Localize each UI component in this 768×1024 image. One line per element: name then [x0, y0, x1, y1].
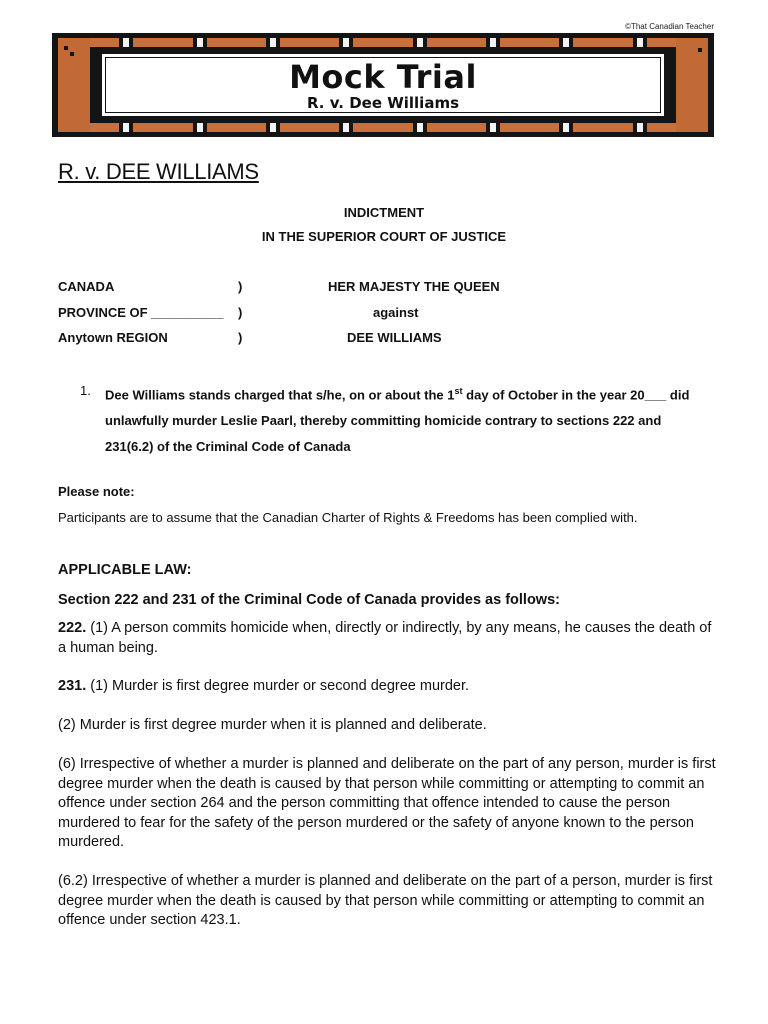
case-title: R. v. DEE WILLIAMS: [58, 159, 259, 184]
pillar-right: [676, 38, 708, 132]
header-banner: [52, 33, 714, 137]
pillar-left: [58, 38, 90, 132]
caption-paren: ): [238, 279, 243, 294]
law-subheading: Section 222 and 231 of the Criminal Code of Canada provides as follows:: [58, 592, 560, 608]
copyright-notice: ©That Canadian Teacher: [625, 22, 714, 31]
title-plaque: [100, 52, 666, 118]
caption-row: [58, 305, 718, 325]
caption-right: DEE WILLIAMS: [347, 330, 442, 345]
section-231-6: (6) Irrespective of whether a murder is planned and deliberate on the part of any person, murder is first degree murder when the death is caused by that person while committing or attempting to commit an offence under section 264 and the person committing that offence intended to cause the person murdered to fear for the safety of the person murdered or the safety of anyone known to the person murdered.: [58, 756, 716, 850]
banner-subtitle: R. v. Dee Williams: [306, 94, 460, 112]
caption-right: against: [373, 305, 419, 320]
caption-left: Anytown REGION: [58, 330, 168, 345]
banner-title: Mock Trial: [289, 58, 477, 96]
caption-paren: ): [238, 330, 243, 345]
caption-left: PROVINCE OF __________: [58, 305, 224, 320]
note-heading: Please note:: [58, 484, 135, 499]
section-number: 222.: [58, 620, 87, 636]
law-heading: APPLICABLE LAW:: [58, 562, 192, 578]
section-231-2: (2) Murder is first degree murder when it is planned and deliberate.: [58, 717, 487, 733]
caption-left: CANADA: [58, 279, 115, 294]
section-text: (1) Murder is first degree murder or second degree murder.: [86, 678, 470, 694]
caption-row: [58, 330, 718, 350]
charge-text-part: Dee Williams stands charged that s/he, on or about the 1: [105, 387, 455, 403]
caption-row: [58, 279, 718, 299]
charge-item: [80, 378, 692, 460]
charge-number: 1.: [80, 383, 91, 398]
court-heading: IN THE SUPERIOR COURT OF JUSTICE: [261, 229, 507, 244]
brick-row-top: [60, 38, 706, 47]
caption-paren: ): [238, 305, 243, 320]
charge-text: [105, 378, 692, 460]
section-231-6-2: (6.2) Irrespective of whether a murder is planned and deliberate on the part of a person, murder is first degree murder when the death is caused by that person while committing or attempting to commit an offence under section 423.1.: [58, 873, 713, 928]
brick-row-bottom: [60, 123, 706, 132]
section-number: 231.: [58, 678, 87, 694]
charge-sup: st: [454, 386, 463, 396]
section-231-1: [58, 677, 718, 697]
indictment-heading: INDICTMENT: [343, 205, 425, 220]
section-text: (1) A person commits homicide when, directly or indirectly, by any means, he causes the death of a human being.: [58, 620, 712, 656]
section-222: [58, 619, 718, 658]
charge-text-part: day of October in the year 20___ did unlawfully murder Leslie Paarl, thereby committing homicide contrary to sections 222 and 231(6.2) of the Criminal Code of Canada: [105, 387, 690, 455]
note-text: Participants are to assume that the Canadian Charter of Rights & Freedoms has been complied with.: [58, 510, 638, 525]
caption-right: HER MAJESTY THE QUEEN: [328, 279, 500, 294]
